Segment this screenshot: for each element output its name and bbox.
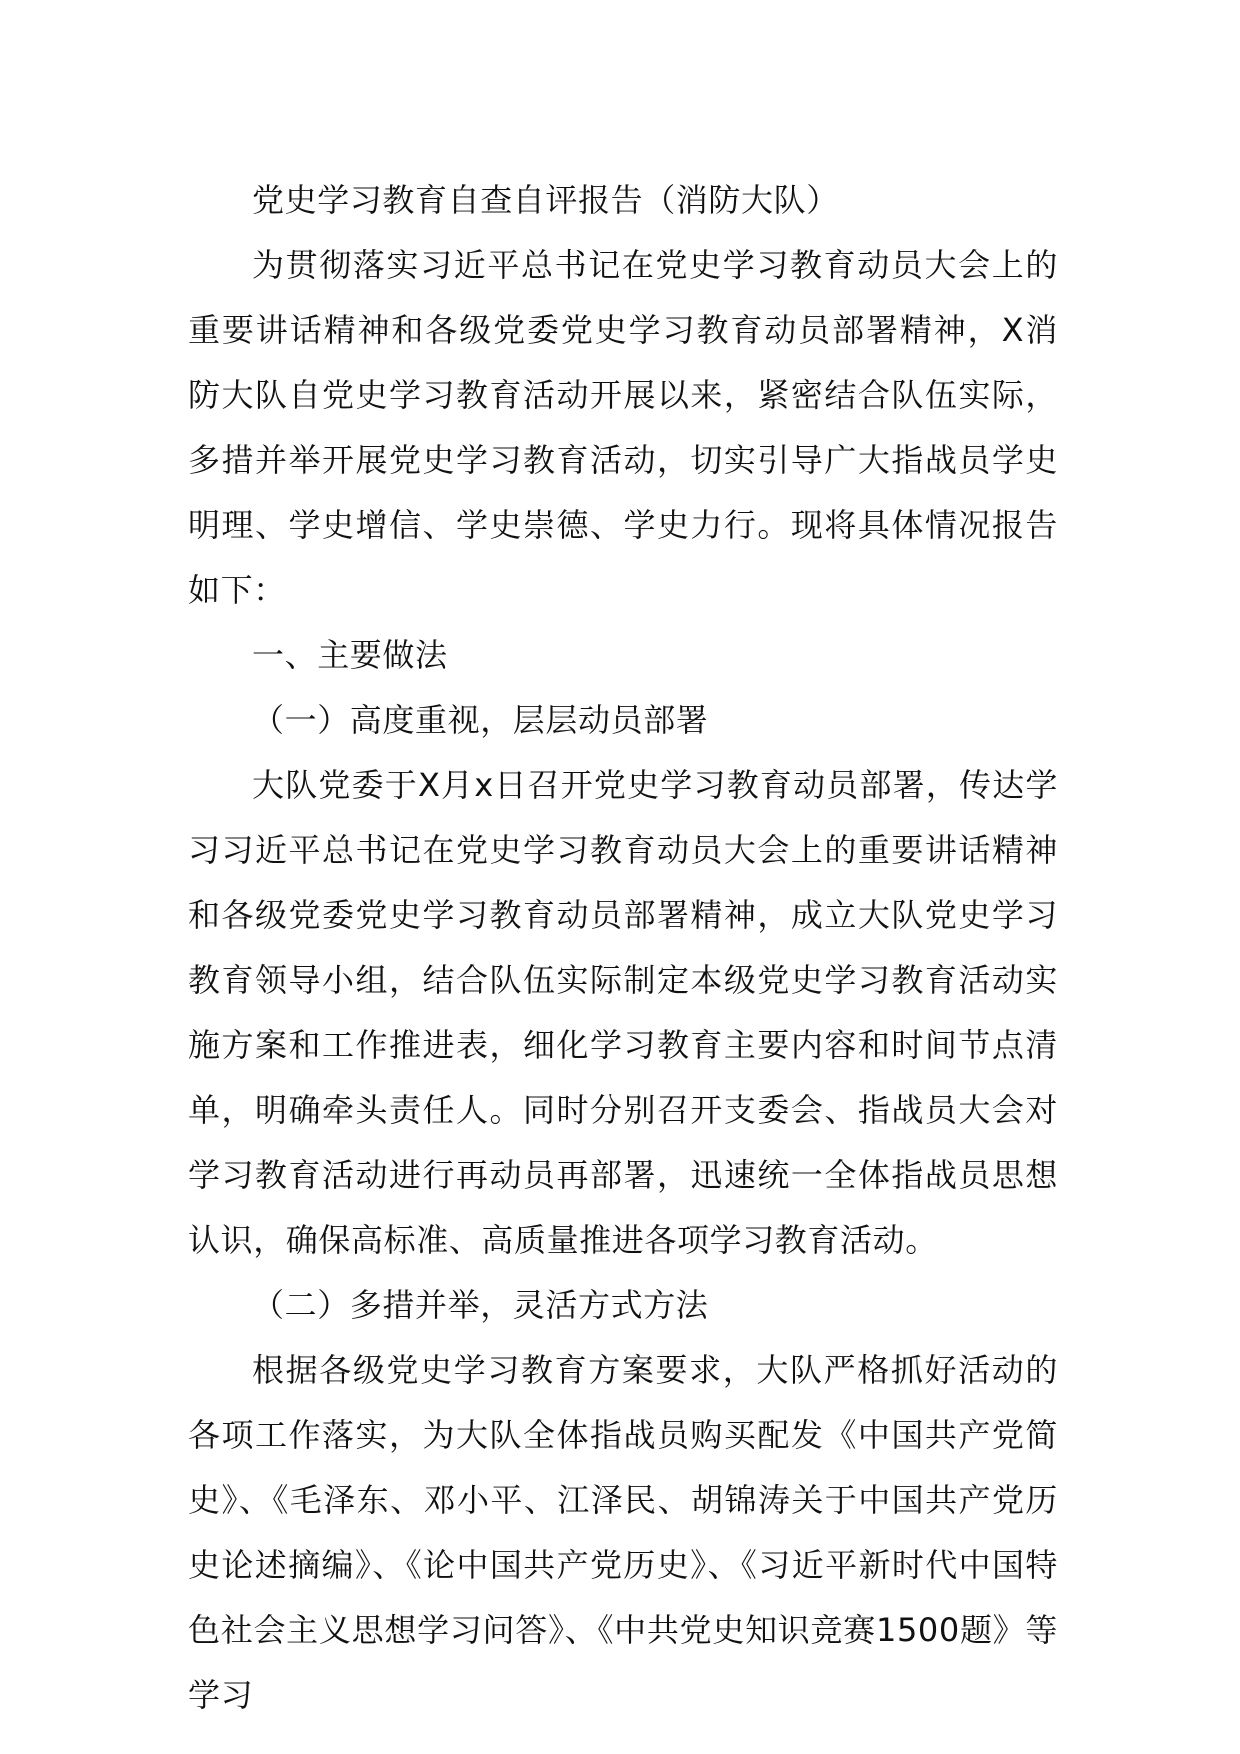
document-title: 党史学习教育自查自评报告（消防大队） bbox=[252, 181, 839, 219]
body-paragraph-2: 根据各级党史学习教育方案要求，大队严格抓好活动的各项工作落实，为大队全体指战员购买配发《中国共产党简史》、《毛泽东、邓小平、江泽民、胡锦涛关于中国共产党历史论述摘编》、《论中国共产党历史》、《习近平新时代中国特色社会主义思想学习问答》、《中共党史知识竞赛1500题》等学习 bbox=[188, 1351, 1058, 1714]
body-paragraph-1: 大队党委于X月x日召开党史学习教育动员部署，传达学习习近平总书记在党史学习教育动员大会上的重要讲话精神和各级党委党史学习教育动员部署精神，成立大队党史学习教育领导小组，结合队伍实际制定本级党史学习教育活动实施方案和工作推进表，细化学习教育主要内容和时间节点清单，明确牵头责任人。同时分别召开支委会、指战员大会对学习教育活动进行再动员再部署，迅速统一全体指战员思想认识，确保高标准、高质量推进各项学习教育活动。 bbox=[188, 766, 1058, 1259]
subsection-heading-1: （一）高度重视，层层动员部署 bbox=[252, 701, 709, 739]
subsection-heading-2: （二）多措并举，灵活方式方法 bbox=[252, 1286, 709, 1324]
intro-paragraph: 为贯彻落实习近平总书记在党史学习教育动员大会上的重要讲话精神和各级党委党史学习教育动员部署精神，X消防大队自党史学习教育活动开展以来，紧密结合队伍实际，多措并举开展党史学习教育活动，切实引导广大指战员学史明理、学史增信、学史崇德、学史力行。现将具体情况报告如下： bbox=[188, 246, 1058, 609]
document-body bbox=[188, 168, 1058, 1728]
section-heading-main-practices: 一、主要做法 bbox=[252, 636, 448, 674]
